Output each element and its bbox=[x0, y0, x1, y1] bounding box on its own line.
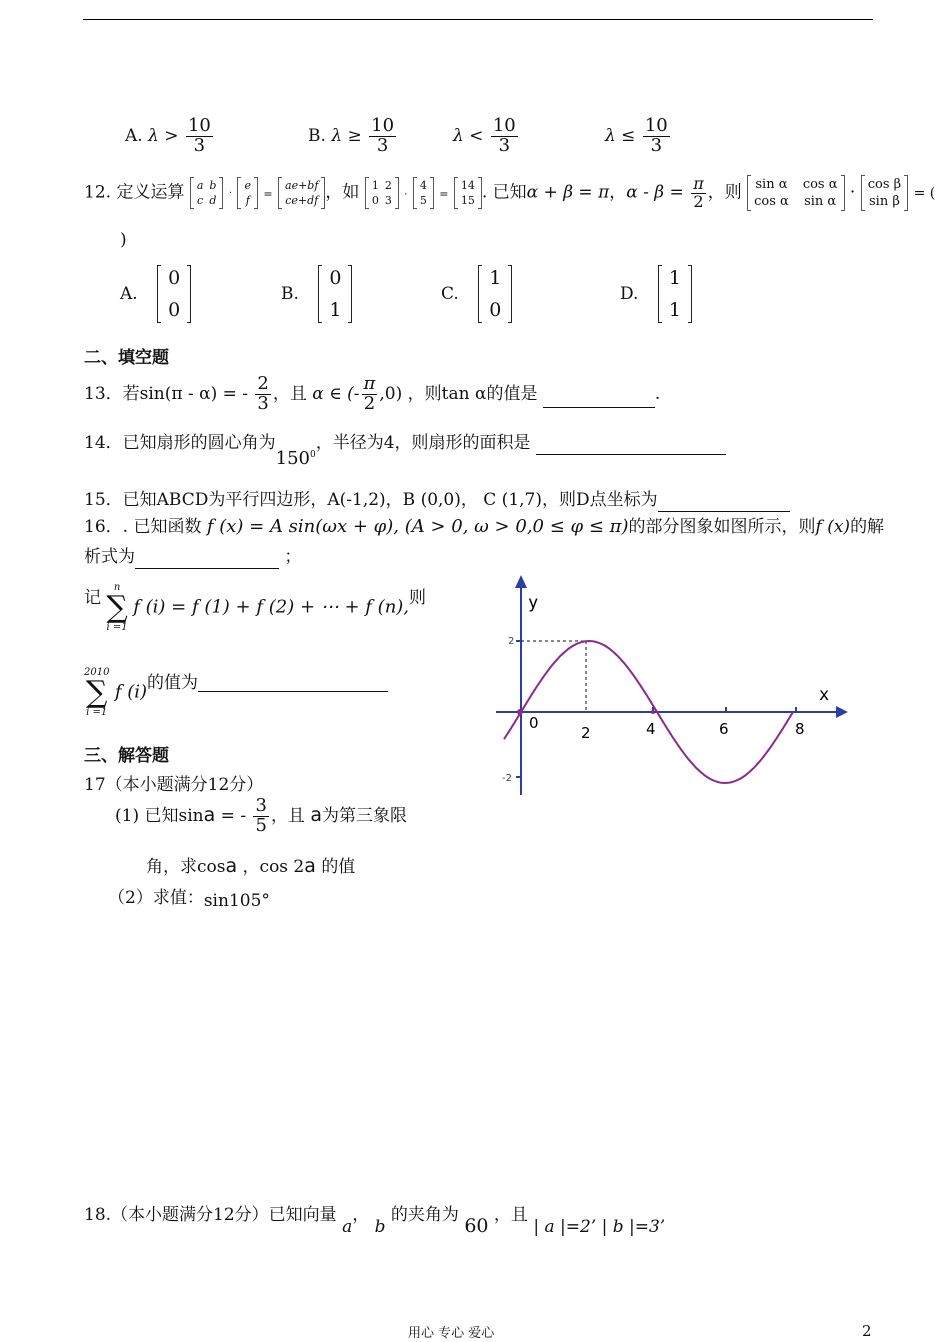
q13-answer-blank[interactable] bbox=[543, 406, 655, 408]
q12-option-b: B. 0 1 bbox=[281, 265, 352, 323]
q11-option-b: B. λ ≥ $\frac{10}{3}$ bbox=[308, 115, 395, 156]
x-axis-label: x bbox=[819, 685, 830, 705]
q16-sum-def: 记 n ∑ i =1 f (i) = f (1) + f (2) + ⋯ + f (n),则 bbox=[84, 582, 427, 633]
y-axis-label: y bbox=[528, 593, 539, 613]
zero-point bbox=[651, 710, 655, 714]
y-tick-2: 2 bbox=[508, 636, 515, 647]
q17-part1: (1) 已知sina = - $\frac{3}{5}$ ，且 a为第三象限 bbox=[115, 795, 407, 836]
q16-answer-blank-2[interactable] bbox=[198, 690, 388, 692]
footer-slogan: 用心 专心 爱心 bbox=[408, 1326, 495, 1341]
q16-answer-blank-1[interactable] bbox=[135, 567, 279, 569]
x-tick-6: 6 bbox=[719, 720, 729, 738]
q15: 15．已知ABCD为平行四边形，A(-1,2)，B (0,0)， C (1,7)，则D点坐标为 bbox=[84, 485, 790, 510]
page-number: 2 bbox=[862, 1322, 872, 1340]
x-tick-2: 2 bbox=[581, 724, 591, 742]
q12-close-paren: ) bbox=[120, 230, 127, 250]
q12-option-d: D. 1 1 bbox=[620, 265, 692, 323]
sine-graph bbox=[486, 570, 856, 805]
q14: 14．已知扇形的圆心角为$150^0$，半径为4，则扇形的面积是 bbox=[84, 428, 726, 453]
section-solve-heading: 三、解答题 bbox=[84, 746, 169, 766]
section-fill-in-heading: 二、填空题 bbox=[84, 348, 169, 368]
q16-line2: 析式为 ； bbox=[84, 547, 302, 567]
q11-option-c: λ < $\frac{10}{3}$ bbox=[453, 115, 516, 156]
q18: 18.（本小题满分12分）已知向量 a， b 的夹角为 60 ，且 | a |=2’ | b |=3’ bbox=[84, 1205, 666, 1237]
header-rule bbox=[83, 19, 873, 20]
x-tick-8: 8 bbox=[795, 720, 805, 738]
q16-sum-value: 2010 ∑ i =1 f (i)的值为 bbox=[84, 668, 388, 718]
x-tick-0: 0 bbox=[529, 714, 539, 732]
q11-option-a: A. λ > $\frac{10}{3}$ bbox=[125, 115, 211, 156]
q14-answer-blank[interactable] bbox=[536, 453, 726, 455]
q13: 13．若sin(π - α) = - $\frac{2}{3}$ ，且 α ∈ (- $\frac{\pi}{2}$ ,0) ，则tan α的值是 . bbox=[84, 373, 661, 414]
q17-heading: 17（本小题满分12分） bbox=[84, 775, 264, 795]
q11-option-d: λ ≤ $\frac{10}{3}$ bbox=[605, 115, 668, 156]
q17-part1-line2: 角，求cosa ，cos 2a 的值 bbox=[146, 855, 356, 877]
q12-statement: 12. 定义运算 a b c d · e f = ae+bf ce+df ，如 1 2 0 3 · 4 5 = 14 15 . 已知α + β = π，α - β = $\frac{\pi}{2}$ ，则 sin α cos α cos α sin α · cos β sin β = ( bbox=[84, 173, 936, 211]
x-tick-4: 4 bbox=[646, 720, 656, 738]
q12-option-c: C. 1 0 bbox=[441, 265, 512, 323]
origin-point bbox=[517, 709, 523, 715]
graph-axes bbox=[496, 575, 848, 795]
y-tick-minus-2: -2 bbox=[502, 773, 512, 784]
q12-option-a: A. 0 0 bbox=[120, 265, 191, 323]
q16-line1: 16．. 已知函数 f (x) = A sin(ωx + φ), (A > 0, ω > 0,0 ≤ φ ≤ π)的部分图象如图所示，则f (x)的解 bbox=[84, 516, 885, 537]
q17-part2: （2）求值：sin105° bbox=[108, 888, 270, 911]
